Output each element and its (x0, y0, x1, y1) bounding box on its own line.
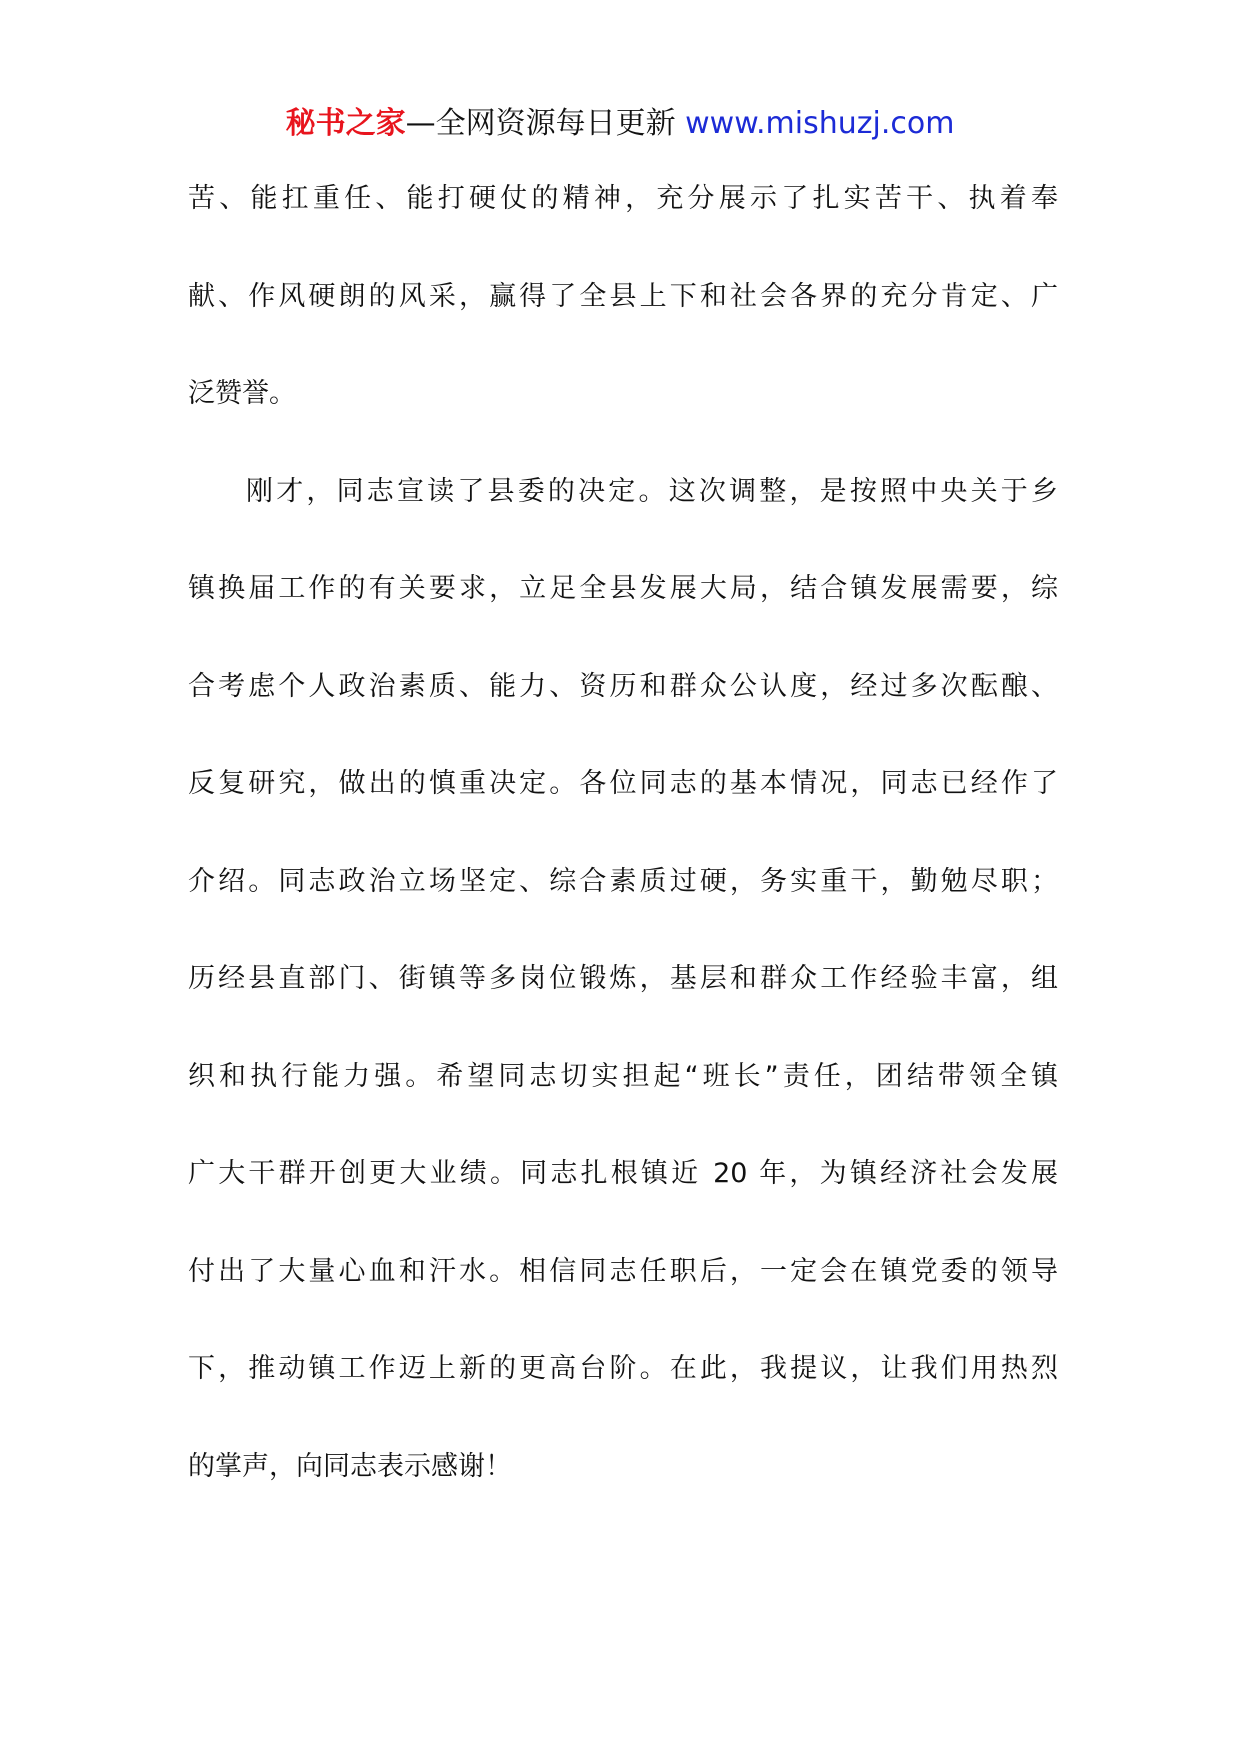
paragraph-line: 献、作风硬朗的风采，赢得了全县上下和社会各界的充分肯定、广 (188, 280, 1058, 312)
paragraph-line: 付出了大量心血和汗水。相信同志任职后，一定会在镇党委的领导 (188, 1255, 1058, 1287)
paragraph-line: 下，推动镇工作迈上新的更高台阶。在此，我提议，让我们用热烈 (188, 1353, 1058, 1384)
paragraph-line: 历经县直部门、街镇等多岗位锻炼，基层和群众工作经验丰富，组 (188, 963, 1058, 994)
header-tagline: —全网资源每日更新 (405, 106, 686, 141)
paragraph-line: 的掌声，向同志表示感谢！ (188, 1450, 512, 1482)
paragraph-line: 泛赞誉。 (188, 378, 296, 409)
paragraph-line: 介绍。同志政治立场坚定、综合素质过硬，务实重干，勤勉尽职； (188, 865, 1058, 897)
paragraph-line: 合考虑个人政治素质、能力、资历和群众公认度，经过多次酝酿、 (188, 670, 1058, 702)
paragraph-line: 广大干群开创更大业绩。同志扎根镇近 20 年，为镇经济社会发展 (188, 1158, 1058, 1189)
paragraph-line: 织和执行能力强。希望同志切实担起“班长”责任，团结带领全镇 (188, 1060, 1058, 1092)
document-body (188, 150, 1058, 1515)
page-header (0, 100, 1240, 148)
paragraph-line: 刚才，同志宣读了县委的决定。这次调整，是按照中央关于乡 (246, 475, 1058, 507)
site-url-link[interactable]: www.mishuzj.com (685, 106, 955, 141)
brand-name: 秘书之家 (285, 106, 406, 141)
paragraph-line: 镇换届工作的有关要求，立足全县发展大局，结合镇发展需要，综 (188, 573, 1058, 604)
paragraph-line: 反复研究，做出的慎重决定。各位同志的基本情况，同志已经作了 (188, 768, 1058, 799)
paragraph-line: 苦、能扛重任、能打硬仗的精神，充分展示了扎实苦干、执着奉 (188, 183, 1058, 214)
